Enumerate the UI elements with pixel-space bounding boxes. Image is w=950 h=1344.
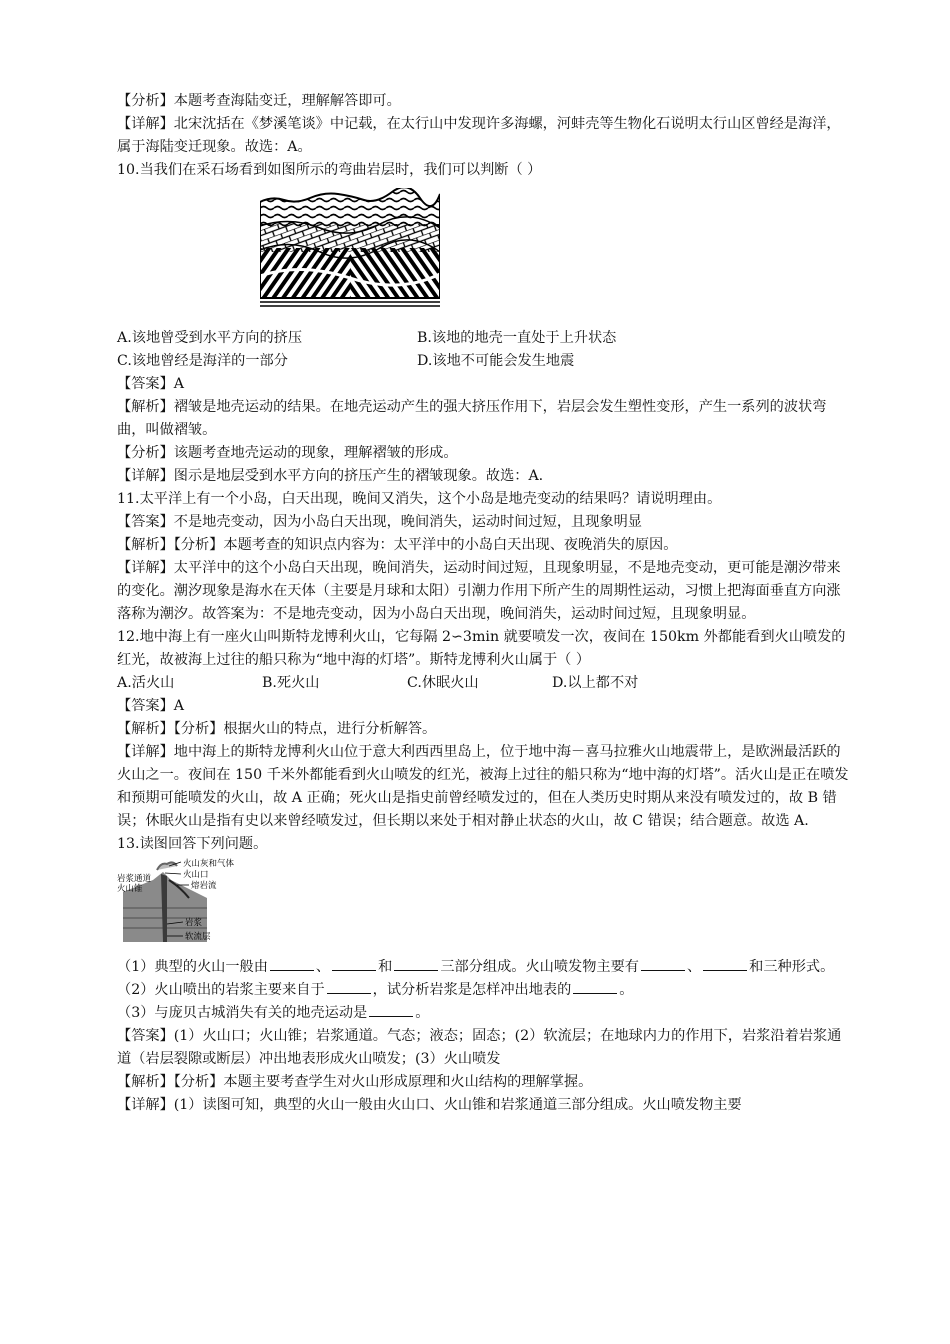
q10-option-c[interactable]: C.该地曾经是海洋的一部分 <box>117 353 288 369</box>
q12-option-d[interactable]: D.以上都不对 <box>552 675 639 691</box>
q10-options-row1 <box>117 327 852 350</box>
q13-subquestion-3 <box>117 1002 852 1025</box>
q10-detail: 【详解】图示是地层受到水平方向的挤压产生的褶皱现象。故选：A. <box>117 468 544 484</box>
q13-1-blank-1[interactable] <box>270 956 314 971</box>
q12-option-b[interactable]: B.死火山 <box>262 675 320 691</box>
q13-1-text-f: 和三种形式。 <box>749 959 835 975</box>
q11-answer: 【答案】不是地壳变动，因为小岛白天出现，晚间消失，运动时间过短，且现象明显 <box>117 514 642 530</box>
q13-3-blank-1[interactable] <box>369 1002 413 1017</box>
q13-3-text-b: 。 <box>415 1005 430 1021</box>
q13-detail: 【详解】(1）读图可知，典型的火山一般由火山口、火山锥和岩浆通道三部分组成。火山喷发物主要 <box>117 1097 742 1113</box>
q13-subquestion-2 <box>117 979 852 1002</box>
q11-detail: 【详解】太平洋中的这个小岛白天出现，晚间消失，运动时间过短，且现象明显，不是地壳变动，更可能是潮汐带来的变化。潮汐现象是海水在天体（主要是月球和太阳）引潮力作用下所产生的周期性运动，习惯上把海面垂直方向涨落称为潮汐。故答案为：不是地壳变动，因为小岛白天出现，晚间消失，运动时间过短，且现象明显。 <box>117 560 841 622</box>
q13-1-blank-2[interactable] <box>332 956 376 971</box>
q10-analysis: 【分析】该题考查地壳运动的现象，理解褶皱的形成。 <box>117 445 458 461</box>
q13-1-blank-4[interactable] <box>641 956 685 971</box>
detail-line: 【详解】北宋沈括在《梦溪笔谈》中记载，在太行山中发现许多海螺，河蚌壳等生物化石说明太行山区曾经是海洋，属于海陆变迁现象。故选：A。 <box>117 116 841 155</box>
q10-answer: 【答案】A <box>117 376 184 392</box>
q13-1-text-c: 和 <box>378 959 393 975</box>
analysis-line: 【分析】本题考查海陆变迁，理解解答即可。 <box>117 93 401 109</box>
q13-2-text-b: ，试分析岩浆是怎样冲出地表的 <box>372 982 572 998</box>
q13-2-blank-1[interactable] <box>327 979 371 994</box>
q13-2-blank-2[interactable] <box>573 979 617 994</box>
question-11: 11.太平洋上有一个小岛，白天出现，晚间又消失，这个小岛是地壳变动的结果吗？请说明理由。 <box>117 491 722 507</box>
question-10: 10.当我们在采石场看到如图所示的弯曲岩层时，我们可以判断（ ） <box>117 162 542 178</box>
label-crater: 火山口 <box>183 870 209 880</box>
q10-option-d[interactable]: D.该地不可能会发生地震 <box>417 353 575 369</box>
q12-option-c[interactable]: C.休眠火山 <box>407 675 479 691</box>
q13-1-text-b: 、 <box>315 959 331 975</box>
q11-explanation: 【解析】【分析】本题考查的知识点内容为：太平洋中的小岛白天出现、夜晚消失的原因。 <box>117 537 678 553</box>
q10-option-b[interactable]: B.该地的地壳一直处于上升状态 <box>417 330 617 346</box>
q13-2-text-c: 。 <box>619 982 634 998</box>
q13-1-text-d: 三部分组成。火山喷发物主要有 <box>440 959 639 975</box>
document-page <box>117 90 852 1117</box>
q13-subquestion-1 <box>117 956 852 979</box>
q12-options-row <box>117 672 852 695</box>
label-lava-flow: 熔岩流 <box>191 881 217 891</box>
q13-2-text-a: （2）火山喷出的岩浆主要来自于 <box>117 982 325 998</box>
q13-explanation: 【解析】【分析】本题主要考查学生对火山形成原理和火山结构的理解掌握。 <box>117 1074 593 1090</box>
q10-option-a[interactable]: A.该地曾受到水平方向的挤压 <box>117 330 303 346</box>
q12-option-a[interactable]: A.活火山 <box>117 675 175 691</box>
fold-rock-figure <box>260 188 440 313</box>
q13-1-text-a: （1）典型的火山一般由 <box>117 959 268 975</box>
q13-1-blank-3[interactable] <box>394 956 438 971</box>
label-magma-channel: 岩浆通道 <box>117 874 152 884</box>
q13-3-text-a: （3）与庞贝古城消失有关的地壳运动是 <box>117 1005 368 1021</box>
q12-explanation: 【解析】【分析】根据火山的特点，进行分析解答。 <box>117 721 437 737</box>
label-magma: 岩浆 <box>185 918 203 928</box>
label-asthenosphere: 软流层 <box>185 932 211 942</box>
q12-detail: 【详解】地中海上的斯特龙博利火山位于意大利西西里岛上，位于地中海－喜马拉雅火山地震带上，是欧洲最活跃的火山之一。夜间在 150 千米外都能看到火山喷发的红光，被海上过往的船只称为“地中海的灯塔”。活火山是正在喷发和预期可能喷发的火山，故 A 正确；死火山是指史前曾经喷发过的，但在人类历史时期从来没有喷发过的，故 B 错误；休眠火山是指有史以来曾经喷发过，但长期以来处于相对静止状态的火山，故 C 错误；结合题意。故选 A. <box>117 744 849 829</box>
volcano-structure-figure <box>117 858 267 946</box>
question-13: 13.读图回答下列问题。 <box>117 836 268 852</box>
label-volcanic-cone: 火山锥 <box>117 884 143 894</box>
question-12: 12.地中海上有一座火山叫斯特龙博利火山，它每隔 2∽3min 就要喷发一次，夜间在 150km 外都能看到火山喷发的红光，故被海上过往的船只称为“地中海的灯塔”。斯特龙博利火山属于（ ） <box>117 629 846 668</box>
q13-1-text-e: 、 <box>686 959 702 975</box>
q10-options-row2 <box>117 350 852 373</box>
q13-answer: 【答案】(1）火山口；火山锥；岩浆通道。气态；液态；固态；(2）软流层；在地球内力的作用下，岩浆沿着岩浆通道（岩层裂隙或断层）冲出地表形成火山喷发；(3）火山喷发 <box>117 1028 842 1067</box>
label-ash-gas: 火山灰和气体 <box>183 859 235 869</box>
q12-answer: 【答案】A <box>117 698 184 714</box>
q13-1-blank-5[interactable] <box>703 956 747 971</box>
q10-explanation: 【解析】褶皱是地壳运动的结果。在地壳运动产生的强大挤压作用下，岩层会发生塑性变形，产生一系列的波状弯曲，叫做褶皱。 <box>117 399 827 438</box>
